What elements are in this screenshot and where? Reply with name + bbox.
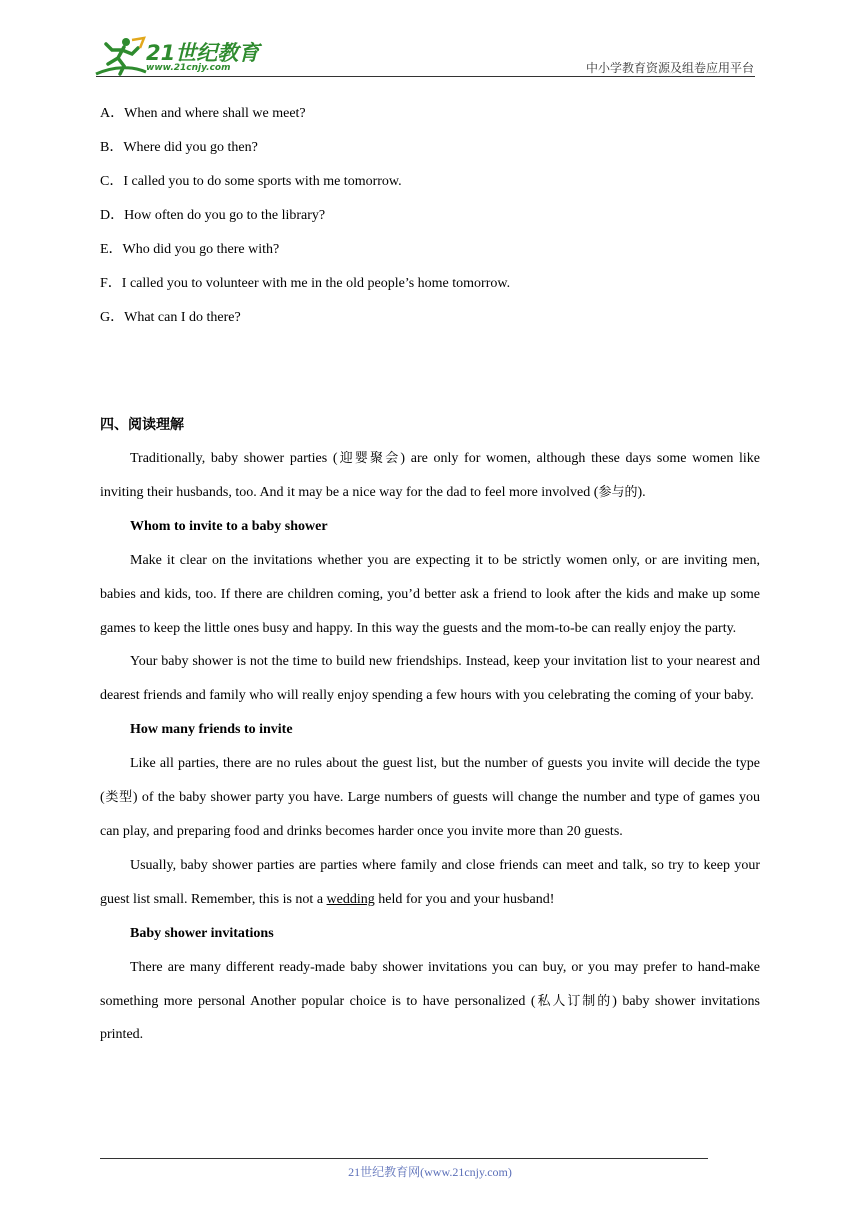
option-a: A．When and where shall we meet? xyxy=(100,106,306,121)
option-c: C．I called you to do some sports with me tomorrow. xyxy=(100,174,402,189)
p1-gloss-2: 参与的 xyxy=(598,484,638,500)
p1-gloss-1: 迎婴聚会 xyxy=(337,451,401,466)
p4-text-b: ) of the baby shower party you have. Large numbers of guests will change the number and type of games you can play, and preparing food and drinks becomes harder once you invite more than 20 guests. xyxy=(100,790,760,839)
paragraph-1 xyxy=(100,442,760,510)
option-f: F．I called you to volunteer with me in the old people’s home tomorrow. xyxy=(100,276,511,291)
p4-text-a: Like all parties, there are no rules about the guest list, but the number of guests you invite will decide the type ( xyxy=(100,756,760,806)
logo-text: 21世纪教育 xyxy=(146,41,260,65)
subheading-whom-to-invite: Whom to invite to a baby shower xyxy=(130,518,328,534)
p1-text-a: Traditionally, baby shower parties ( xyxy=(130,451,338,466)
paragraph-5 xyxy=(100,849,760,917)
reading-article xyxy=(100,442,760,1052)
p4-gloss: 类型 xyxy=(104,790,133,806)
p6-text-b: ) baby shower invitations printed. xyxy=(100,993,760,1043)
subheading-how-many: How many friends to invite xyxy=(130,722,293,738)
underlined-word-wedding: wedding xyxy=(326,891,375,907)
option-e: E．Who did you go there with? xyxy=(100,242,280,257)
p1-text-b: ) are only for women, although these days some women like inviting their husbands, too. And it may be a nice way for the dad to feel more involved ( xyxy=(100,451,760,500)
paragraph-4 xyxy=(100,747,760,849)
subheading-invitations: Baby shower invitations xyxy=(130,925,274,941)
p5-text-b: held for you and your husband! xyxy=(374,891,555,907)
header-divider xyxy=(96,76,755,77)
option-g: G．What can I do there? xyxy=(100,310,241,325)
paragraph-3: Your baby shower is not the time to build new friendships. Instead, keep your invitation list to your nearest and dearest friends and family who will really enjoy spending a few hours with you celebrating the coming of your baby. xyxy=(100,654,760,704)
header-platform-text: 中小学教育资源及组卷应用平台 xyxy=(585,61,754,75)
option-b: B．Where did you go then? xyxy=(100,140,258,155)
option-d: D．How often do you go to the library? xyxy=(100,208,326,223)
answer-options xyxy=(100,104,760,342)
p5-text-a: Usually, baby shower parties are parties where family and close friends can meet and talk, so try to keep your guest list small. Remember, this is not a xyxy=(100,857,760,907)
logo-url: www.21cnjy.com xyxy=(146,63,231,73)
paragraph-2: Make it clear on the invitations whether you are expecting it to be strictly women only, or are inviting men, babies and kids, too. If there are children coming, you’d better ask a friend to look after the kids and make up some games to keep the little ones busy and happy. In this way the guests and the mom-to-be can really enjoy the party. xyxy=(100,552,760,636)
p1-text-c: ). xyxy=(637,484,646,500)
paragraph-6 xyxy=(100,951,760,1053)
footer-link[interactable]: 21世纪教育网(www.21cnjy.com) xyxy=(348,1165,512,1179)
section-title: 四、阅读理解 xyxy=(100,417,184,433)
footer-divider xyxy=(100,1158,708,1159)
p6-gloss: 私人订制的 xyxy=(535,993,613,1009)
p6-text-a: There are many different ready-made baby shower invitations you can buy, or you may prefer to hand-make something more personal Another popular choice is to have personalized ( xyxy=(100,959,760,1009)
